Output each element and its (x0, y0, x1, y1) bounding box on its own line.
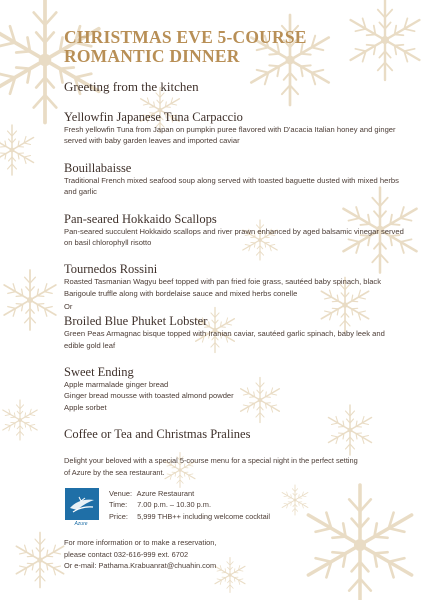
time-value: 7.00 p.m. – 10.30 p.m. (137, 500, 212, 510)
azure-logo-icon (65, 488, 99, 520)
price-value: 5,999 THB++ including welcome cocktail (137, 511, 271, 521)
course-3 (64, 212, 404, 249)
snowflake-icon (3, 400, 37, 440)
title-line-1: CHRISTMAS EVE 5-COURSE (64, 27, 307, 47)
venue-line (109, 488, 270, 499)
snowflake-icon (0, 125, 34, 175)
contact-line: For more information or to make a reservation, (64, 538, 217, 548)
course-4-alt (64, 314, 404, 351)
course-name: Yellowfin Japanese Tuna Carpaccio (64, 110, 243, 124)
price-label: Price: (109, 511, 128, 521)
greeting-heading: Greeting from the kitchen (64, 79, 199, 94)
dessert-item: Ginger bread mousse with toasted almond powder (64, 391, 234, 401)
azure-logo-label: Azure (74, 521, 88, 528)
course-name: Bouillabaisse (64, 160, 132, 175)
course-description: Green Peas Armagnac bisque topped with Iranian caviar, sautéed garlic spinach, baby leek and edible gold leaf (64, 329, 385, 350)
time-line (109, 499, 270, 510)
course-name: Pan-seared Hokkaido Scallops (64, 211, 217, 226)
or-separator: Or (64, 302, 73, 312)
course-description: Pan-seared succulent Hokkaido scallops and river prawn enhanced by aged balsamic vinegar served on basil chlorophyll risotto (64, 226, 404, 248)
snowflake-icon (4, 270, 56, 330)
course-name: Tournedos Rossini (64, 262, 158, 277)
azure-logo (64, 488, 109, 527)
venue-label: Venue: (109, 489, 133, 499)
dessert-item: Apple marmalade ginger bread (64, 380, 169, 390)
course-5 (64, 365, 404, 413)
course-4 (64, 262, 404, 299)
menu-content (64, 28, 404, 571)
coffee-heading: Coffee or Tea and Christmas Pralines (64, 427, 251, 442)
dessert-item: Apple sorbet (64, 402, 107, 412)
course-name: Sweet Ending (64, 365, 134, 380)
time-label: Time: (109, 500, 128, 510)
contact-email[interactable]: Or e-mail: Pathama.Krabuanrat@chuahin.com (64, 560, 217, 570)
venue-details (109, 488, 270, 522)
course-1 (64, 110, 404, 147)
price-line (109, 511, 270, 522)
course-description: Traditional French mixed seafood soup along served with toasted baguette dusted with mixed herbs and garlic (64, 175, 399, 197)
contact-block (64, 537, 404, 571)
menu-title (64, 28, 404, 66)
title-line-2: ROMANTIC DINNER (64, 46, 240, 66)
venue-value: Azure Restaurant (136, 489, 195, 499)
contact-phone: please contact 032-616-999 ext. 6702 (64, 549, 189, 559)
snowflake-icon (16, 533, 63, 588)
course-name: Broiled Blue Phuket Lobster (64, 314, 208, 329)
course-description: Roasted Tasmanian Wagyu beef topped with pan fried foie grass, sautéed baby spinach, black Barigoule truffle along with bordelaise sauce and mixed herbs conelle (64, 277, 382, 298)
course-description: Fresh yellowfin Tuna from Japan on pumpkin puree flavored with D'acacia Italian honey and ginger served with baby garden leaves and imported caviar (64, 125, 396, 146)
venue-block (64, 488, 404, 527)
invite-text: Delight your beloved with a special 5-course menu for a special night in the perfect setting of Azure by the sea restaurant. (64, 456, 358, 477)
course-2 (64, 161, 404, 198)
